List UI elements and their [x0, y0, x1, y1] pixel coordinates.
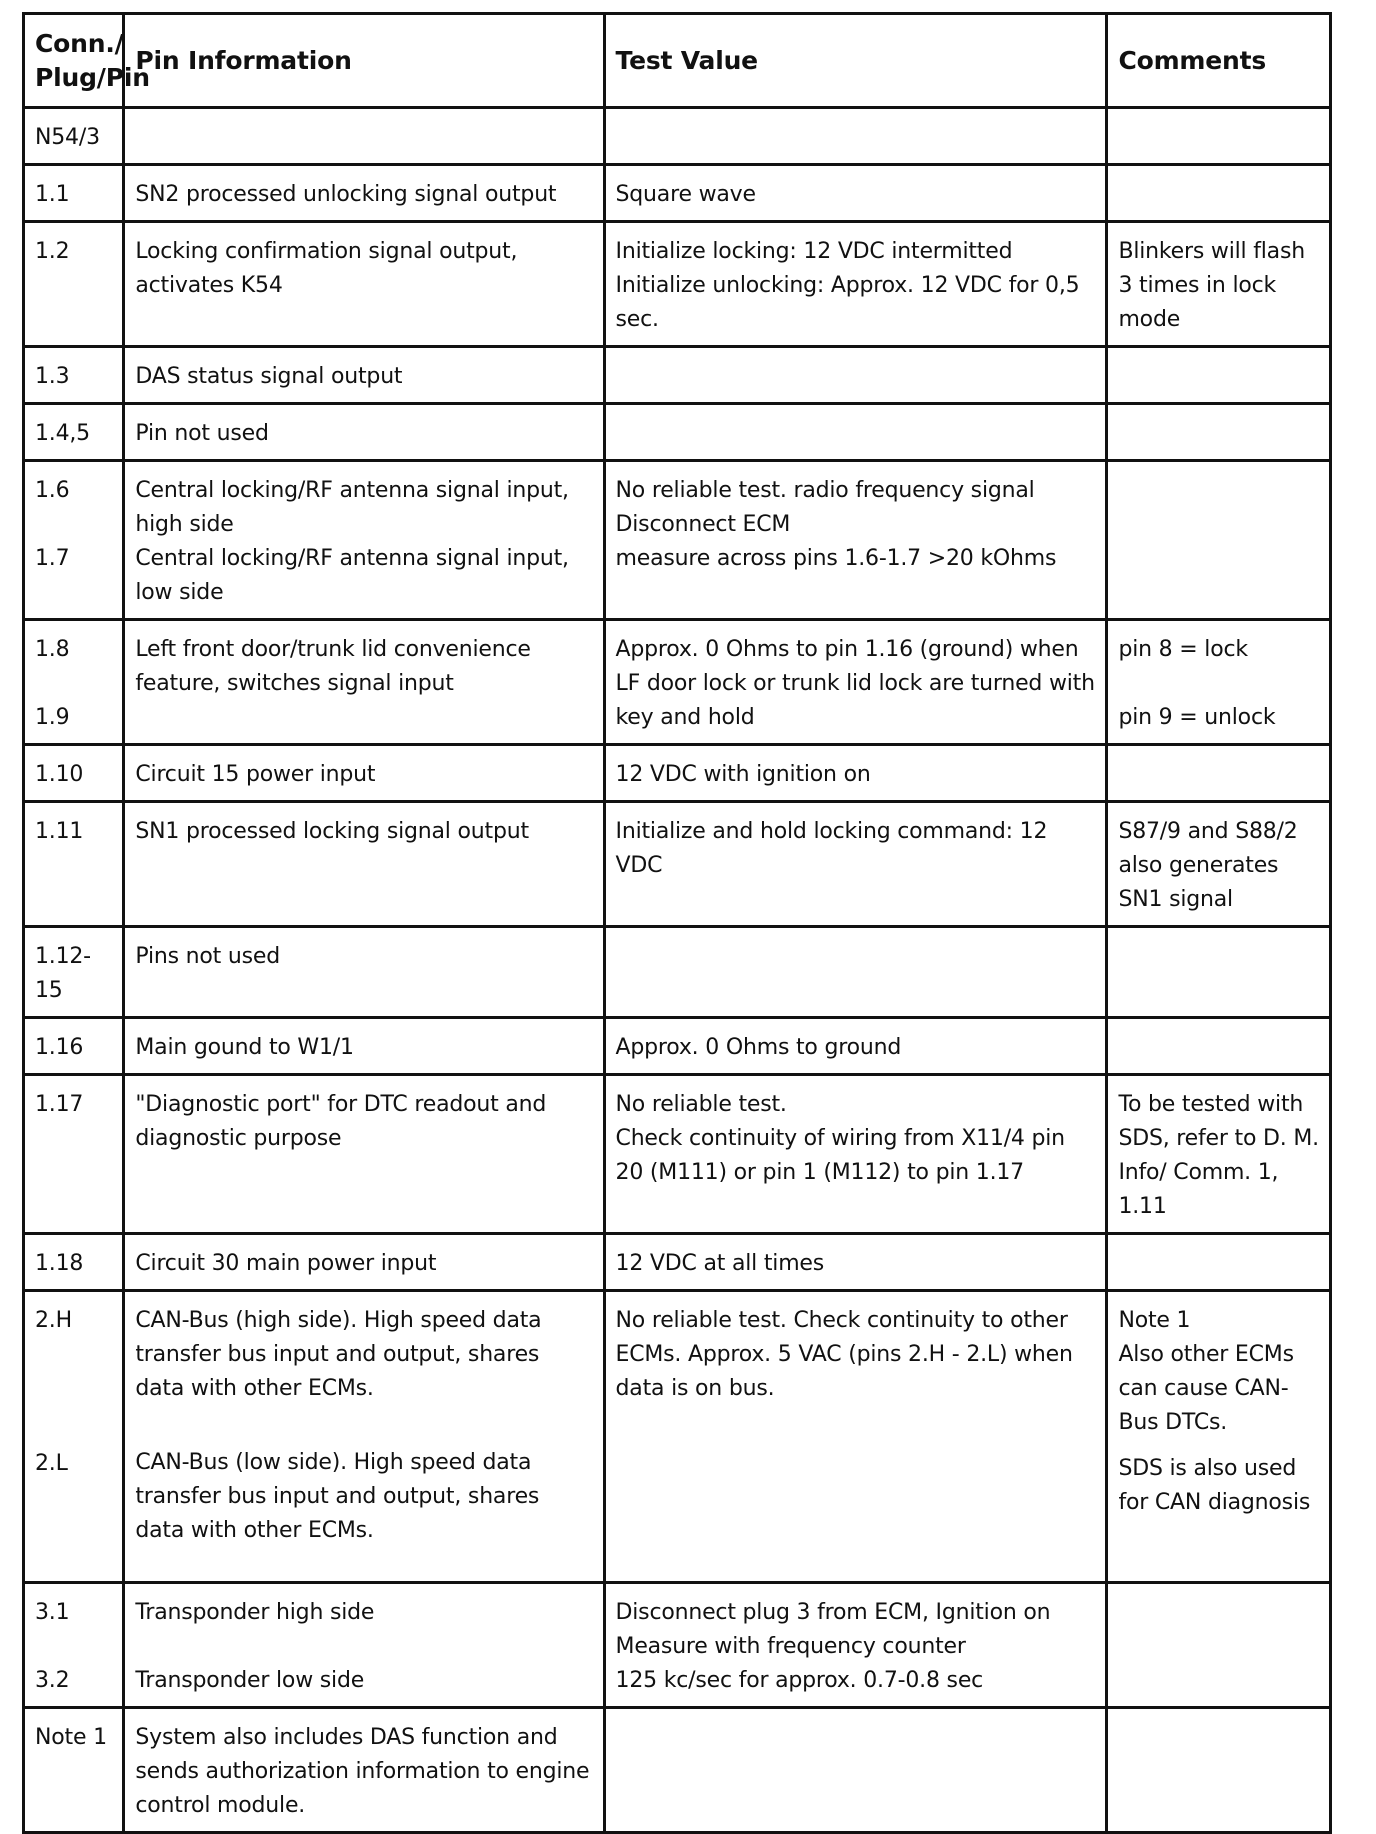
test-cell: 12 VDC with ignition on	[604, 745, 1107, 802]
table-row	[24, 1291, 1331, 1583]
pin-cell	[24, 1583, 124, 1708]
comment-cell	[1107, 404, 1331, 461]
pin-cell: N54/3	[24, 108, 124, 165]
info-cell: Circuit 30 main power input	[124, 1234, 604, 1291]
pin-label: 2.H	[35, 1308, 72, 1333]
test-cell: Initialize and hold locking command: 12 VDC	[604, 802, 1107, 927]
pin-cell: 1.1	[24, 165, 124, 222]
table-row	[24, 222, 1331, 347]
info-text: CAN-Bus (high side). High speed data transfer bus input and output, shares data with other ECMs.	[135, 1308, 542, 1401]
comment-cell	[1107, 1583, 1331, 1708]
info-cell: DAS status signal output	[124, 347, 604, 404]
test-cell	[604, 404, 1107, 461]
table-row	[24, 1018, 1331, 1075]
comment-text: SDS is also used for CAN diagnosis	[1118, 1456, 1311, 1515]
info-text: Central locking/RF antenna signal input, high side	[135, 478, 569, 537]
info-cell	[124, 1291, 604, 1583]
comment-cell	[1107, 1291, 1331, 1583]
info-text: Central locking/RF antenna signal input, low side	[135, 546, 569, 605]
pin-cell: 1.12-15	[24, 927, 124, 1018]
info-cell: SN1 processed locking signal output	[124, 802, 604, 927]
comment-cell	[1107, 461, 1331, 620]
test-cell	[604, 1708, 1107, 1833]
table-row	[24, 461, 1331, 620]
info-cell: Pins not used	[124, 927, 604, 1018]
test-cell	[604, 927, 1107, 1018]
test-cell	[604, 461, 1107, 620]
pin-cell: Note 1	[24, 1708, 124, 1833]
info-cell	[124, 461, 604, 620]
pin-information-table	[22, 12, 1332, 1834]
table-header-row	[24, 14, 1331, 108]
pin-cell: 1.3	[24, 347, 124, 404]
test-cell: Square wave	[604, 165, 1107, 222]
test-cell	[604, 1075, 1107, 1234]
pin-cell	[24, 1291, 124, 1583]
pin-cell: 1.4,5	[24, 404, 124, 461]
comment-text: pin 9 = unlock	[1118, 705, 1276, 730]
test-text: measure across pins 1.6-1.7 >20 kOhms	[615, 546, 1057, 571]
info-text: Transponder high side	[135, 1600, 375, 1625]
header-comments: Comments	[1107, 14, 1331, 108]
comment-cell	[1107, 108, 1331, 165]
info-cell: "Diagnostic port" for DTC readout and diagnostic purpose	[124, 1075, 604, 1234]
comment-cell	[1107, 1708, 1331, 1833]
test-text: Disconnect ECM	[615, 512, 791, 537]
pin-cell	[24, 620, 124, 745]
info-cell: Left front door/trunk lid convenience feature, switches signal input	[124, 620, 604, 745]
info-cell: Pin not used	[124, 404, 604, 461]
comment-text: pin 8 = lock	[1118, 637, 1248, 662]
pin-label: 1.7	[35, 546, 70, 571]
comment-cell: Blinkers will flash 3 times in lock mode	[1107, 222, 1331, 347]
comment-cell	[1107, 745, 1331, 802]
test-cell	[604, 1583, 1107, 1708]
comment-cell	[1107, 927, 1331, 1018]
table-row	[24, 165, 1331, 222]
info-text: CAN-Bus (low side). High speed data transfer bus input and output, shares data with other ECMs.	[135, 1450, 540, 1543]
test-text: No reliable test.	[615, 1092, 787, 1117]
info-cell: Locking confirmation signal output, activates K54	[124, 222, 604, 347]
info-cell	[124, 108, 604, 165]
table-row	[24, 1075, 1331, 1234]
pin-cell: 1.2	[24, 222, 124, 347]
test-cell	[604, 347, 1107, 404]
comment-cell: S87/9 and S88/2 also generates SN1 signal	[1107, 802, 1331, 927]
pin-label: 1.8	[35, 637, 70, 662]
header-test-value: Test Value	[604, 14, 1107, 108]
test-cell: Approx. 0 Ohms to ground	[604, 1018, 1107, 1075]
table-row	[24, 1234, 1331, 1291]
info-cell	[124, 1583, 604, 1708]
table-row	[24, 802, 1331, 927]
comment-text: Note 1	[1118, 1308, 1191, 1333]
table-row	[24, 404, 1331, 461]
comment-cell	[1107, 347, 1331, 404]
comment-cell	[1107, 165, 1331, 222]
test-cell: Initialize locking: 12 VDC intermitted Initialize unlocking: Approx. 12 VDC for 0,5 sec.	[604, 222, 1107, 347]
test-text: Disconnect plug 3 from ECM, Ignition on	[615, 1600, 1051, 1625]
pin-label: 3.2	[35, 1668, 70, 1693]
table-row	[24, 347, 1331, 404]
info-cell: System also includes DAS function and sends authorization information to engine control module.	[124, 1708, 604, 1833]
pin-cell	[24, 461, 124, 620]
pin-cell: 1.18	[24, 1234, 124, 1291]
header-pin-information: Pin Information	[124, 14, 604, 108]
test-cell: Approx. 0 Ohms to pin 1.16 (ground) when LF door lock or trunk lid lock are turned with key and hold	[604, 620, 1107, 745]
header-pin: Conn./ Plug/Pin	[24, 14, 124, 108]
table-row	[24, 1708, 1331, 1833]
pin-cell: 1.16	[24, 1018, 124, 1075]
pin-cell: 1.17	[24, 1075, 124, 1234]
pin-label: 1.9	[35, 705, 70, 730]
comment-text: Also other ECMs can cause CAN-Bus DTCs.	[1118, 1342, 1294, 1435]
comment-cell	[1107, 620, 1331, 745]
table-row	[24, 108, 1331, 165]
test-cell: No reliable test. Check continuity to other ECMs. Approx. 5 VAC (pins 2.H - 2.L) when data is on bus.	[604, 1291, 1107, 1583]
table-row	[24, 745, 1331, 802]
test-text: 125 kc/sec for approx. 0.7-0.8 sec	[615, 1668, 984, 1693]
test-text: No reliable test. radio frequency signal	[615, 478, 1035, 503]
test-cell: 12 VDC at all times	[604, 1234, 1107, 1291]
table-row	[24, 620, 1331, 745]
info-cell: SN2 processed unlocking signal output	[124, 165, 604, 222]
comment-cell	[1107, 1018, 1331, 1075]
info-cell: Main gound to W1/1	[124, 1018, 604, 1075]
pin-cell: 1.10	[24, 745, 124, 802]
comment-cell: To be tested with SDS, refer to D. M. Info/ Comm. 1, 1.11	[1107, 1075, 1331, 1234]
pin-cell: 1.11	[24, 802, 124, 927]
pin-label: 2.L	[35, 1451, 68, 1476]
info-cell: Circuit 15 power input	[124, 745, 604, 802]
info-text: Transponder low side	[135, 1668, 365, 1693]
test-cell	[604, 108, 1107, 165]
pin-label: 1.6	[35, 478, 70, 503]
pin-label: 3.1	[35, 1600, 70, 1625]
comment-cell	[1107, 1234, 1331, 1291]
test-text: Check continuity of wiring from X11/4 pin 20 (M111) or pin 1 (M112) to pin 1.17	[615, 1126, 1065, 1185]
test-text: Measure with frequency counter	[615, 1634, 966, 1659]
table-row	[24, 927, 1331, 1018]
table-row	[24, 1583, 1331, 1708]
